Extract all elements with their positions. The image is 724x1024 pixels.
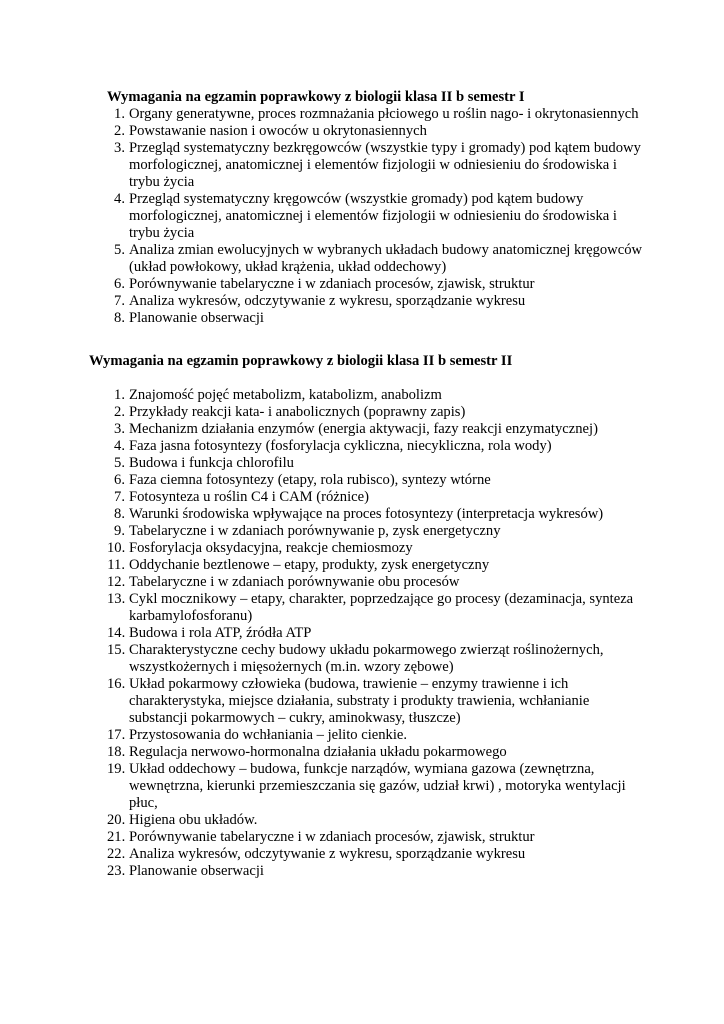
list-item [107, 829, 647, 846]
list-item [107, 744, 647, 761]
list-item-number: 8. [114, 310, 125, 326]
list-item-number: 5. [114, 455, 125, 471]
list-item [107, 540, 647, 557]
list-item-number: 11. [107, 557, 125, 573]
list-item-number: 16. [107, 676, 126, 692]
section1-heading: Wymagania na egzamin poprawkowy z biologii klasa II b semestr I [107, 89, 525, 105]
list-item-text: Przegląd systematyczny kręgowców (wszystkie gromady) pod kątem budowy morfologicznej, anatomicznej i elementów fizjologii w odniesieniu do środowiska i trybu życia [129, 191, 617, 241]
list-item-number: 20. [107, 812, 126, 828]
list-item [107, 574, 647, 591]
list-item [107, 438, 647, 455]
list-item-number: 10. [107, 540, 126, 556]
list-item-text: Faza jasna fotosyntezy (fosforylacja cykliczna, niecykliczna, rola wody) [129, 438, 552, 454]
list-item-number: 22. [107, 846, 126, 862]
list-item-text: Charakterystyczne cechy budowy układu pokarmowego zwierząt roślinożernych, wszystkożernych i mięsożernych (m.in. wzory zębowe) [129, 642, 604, 675]
list-item [107, 387, 647, 404]
list-item [107, 123, 647, 140]
list-item [107, 642, 647, 676]
list-item-number: 4. [114, 191, 125, 207]
list-item-text: Porównywanie tabelaryczne i w zdaniach procesów, zjawisk, struktur [129, 829, 535, 845]
list-item-number: 17. [107, 727, 126, 743]
list-item-number: 23. [107, 863, 126, 879]
list-item-number: 6. [114, 276, 125, 292]
list-item [107, 625, 647, 642]
list-item [107, 455, 647, 472]
list-item-number: 13. [107, 591, 126, 607]
list-item [107, 276, 647, 293]
list-item [107, 140, 647, 191]
list-item-text: Powstawanie nasion i owoców u okrytonasiennych [129, 123, 427, 139]
section1-list [107, 106, 647, 327]
list-item-text: Tabelaryczne i w zdaniach porównywanie p, zysk energetyczny [129, 523, 501, 539]
list-item [107, 812, 647, 829]
list-item-text: Analiza wykresów, odczytywanie z wykresu, sporządzanie wykresu [129, 293, 526, 309]
list-item-text: Oddychanie beztlenowe – etapy, produkty, zysk energetyczny [129, 557, 490, 573]
list-item-text: Przystosowania do wchłaniania – jelito cienkie. [129, 727, 408, 743]
list-item [107, 846, 647, 863]
list-item-text: Fotosynteza u roślin C4 i CAM (różnice) [129, 489, 369, 505]
list-item-text: Analiza wykresów, odczytywanie z wykresu, sporządzanie wykresu [129, 846, 526, 862]
list-item-text: Fosforylacja oksydacyjna, reakcje chemiosmozy [129, 540, 413, 556]
list-item-number: 2. [114, 404, 125, 420]
list-item [107, 242, 647, 276]
list-item-number: 19. [107, 761, 126, 777]
list-item-text: Analiza zmian ewolucyjnych w wybranych układach budowy anatomicznej kręgowców (układ powłokowy, układ krążenia, układ oddechowy) [129, 242, 643, 275]
list-item-text: Budowa i funkcja chlorofilu [129, 455, 294, 471]
list-item-text: Układ pokarmowy człowieka (budowa, trawienie – enzymy trawienne i ich charakterystyka, miejsce działania, substraty i produkty trawienia, wchłanianie substancji pokarmowych – cukry, aminokwasy, tłuszcze) [129, 676, 590, 726]
list-item-text: Higiena obu układów. [129, 812, 258, 828]
list-item-number: 3. [114, 140, 125, 156]
list-item-number: 5. [114, 242, 125, 258]
list-item-number: 1. [114, 106, 125, 122]
list-item [107, 523, 647, 540]
list-item-number: 7. [114, 293, 125, 309]
list-item-text: Organy generatywne, proces rozmnażania płciowego u roślin nago- i okrytonasiennych [129, 106, 639, 122]
list-item-number: 21. [107, 829, 126, 845]
list-item-number: 1. [114, 387, 125, 403]
list-item [107, 472, 647, 489]
list-item [107, 404, 647, 421]
list-item [107, 293, 647, 310]
list-item-text: Mechanizm działania enzymów (energia aktywacji, fazy reakcji enzymatycznej) [129, 421, 598, 437]
list-item-number: 7. [114, 489, 125, 505]
list-item-text: Warunki środowiska wpływające na proces fotosyntezy (interpretacja wykresów) [129, 506, 604, 522]
list-item-number: 15. [107, 642, 126, 658]
list-item [107, 863, 647, 880]
list-item-number: 2. [114, 123, 125, 139]
list-item-text: Przykłady reakcji kata- i anabolicznych (poprawny zapis) [129, 404, 466, 420]
list-item-number: 8. [114, 506, 125, 522]
list-item [107, 761, 647, 812]
list-item-text: Znajomość pojęć metabolizm, katabolizm, anabolizm [129, 387, 442, 403]
list-item-text: Układ oddechowy – budowa, funkcje narządów, wymiana gazowa (zewnętrzna, wewnętrzna, kierunki przemieszczania się gazów, udział krwi) , motoryka wentylacji płuc, [129, 761, 626, 811]
list-item-number: 18. [107, 744, 126, 760]
list-item-number: 14. [107, 625, 126, 641]
list-item [107, 727, 647, 744]
list-item [107, 489, 647, 506]
list-item-text: Porównywanie tabelaryczne i w zdaniach procesów, zjawisk, struktur [129, 276, 535, 292]
list-item-text: Cykl mocznikowy – etapy, charakter, poprzedzające go procesy (dezaminacja, synteza karbamylofosforanu) [129, 591, 634, 624]
list-item-number: 6. [114, 472, 125, 488]
list-item-text: Faza ciemna fotosyntezy (etapy, rola rubisco), syntezy wtórne [129, 472, 491, 488]
section2-list [107, 387, 647, 880]
list-item [107, 591, 647, 625]
list-item-text: Planowanie obserwacji [129, 863, 264, 879]
list-item [107, 191, 647, 242]
list-item [107, 310, 647, 327]
list-item-number: 3. [114, 421, 125, 437]
list-item-number: 12. [107, 574, 126, 590]
list-item [107, 557, 647, 574]
list-item-text: Budowa i rola ATP, źródła ATP [129, 625, 312, 641]
list-item-number: 9. [114, 523, 125, 539]
section2-heading: Wymagania na egzamin poprawkowy z biologii klasa II b semestr II [89, 353, 513, 369]
list-item [107, 506, 647, 523]
list-item-text: Planowanie obserwacji [129, 310, 264, 326]
list-item [107, 106, 647, 123]
list-item-text: Regulacja nerwowo-hormonalna działania układu pokarmowego [129, 744, 507, 760]
list-item-number: 4. [114, 438, 125, 454]
list-item-text: Przegląd systematyczny bezkręgowców (wszystkie typy i gromady) pod kątem budowy morfologicznej, anatomicznej i elementów fizjologii w odniesieniu do środowiska i trybu życia [129, 140, 641, 190]
list-item-text: Tabelaryczne i w zdaniach porównywanie obu procesów [129, 574, 460, 590]
list-item [107, 676, 647, 727]
list-item [107, 421, 647, 438]
